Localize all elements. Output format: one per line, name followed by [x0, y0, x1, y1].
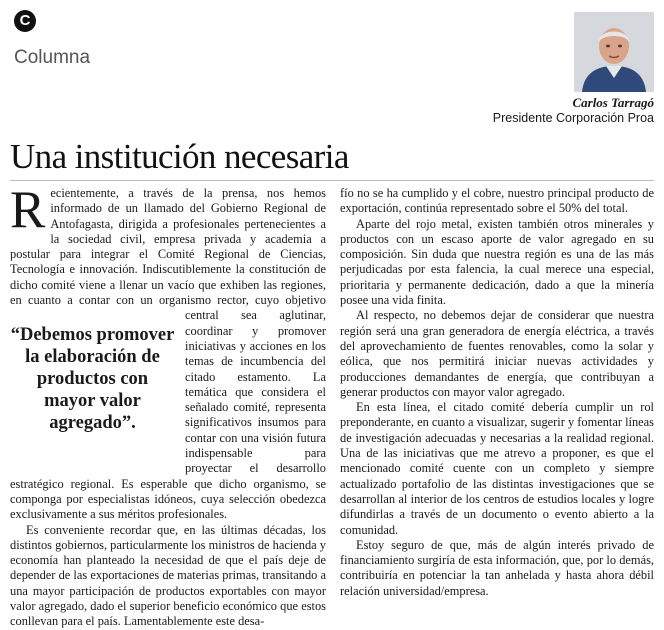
author-name: Carlos Tarragó	[572, 95, 654, 110]
column-badge-icon: C	[14, 10, 36, 32]
pull-quote: “Debemos promover la elaboración de productos con mayor valor agregado”.	[10, 325, 175, 434]
paragraph-text: cuyo objetivo central sea aglutinar, coordinar y promover iniciativas y acciones en los temas de incumbencia del citado estamento. La temática que considera el señalado comité, representa significativos insumos para contar con una visión futura indispensable para proyectar el desarrollo estratégico regional. Es esperable que dicho organismo, se componga por especialistas idóneos, cuya selección obedezca exclusivamente a sus méritos profesionales.	[10, 293, 326, 522]
divider	[10, 180, 654, 181]
article-paragraph: En esta línea, el citado comité debería cumplir un rol preponderante, en cuanto a visualizar, sugerir y fomentar líneas de investigación adecuadas y necesarias a la realidad regional. Una de las iniciativas que me atrevo a proponer, es que el mencionado comité cuente con un completo y siempre actualizado portafolio de las distintas investigaciones que se desarrollan al interior de los centros de estudios locales y logre difundirlas a través de un documento o evento abierto a la comunidad.	[340, 400, 654, 537]
article-column-right	[340, 186, 654, 598]
author-role: Presidente Corporación Proa	[492, 111, 654, 125]
article-paragraph: Aparte del rojo metal, existen también otros minerales y productos con un escaso aporte de valor agregado en su composición. Sin duda que nuestra región es una de las más perjudicadas por esta falencia, la cual merece una especial, prioritaria y permanente dedicación, dado a que la minería posee una vida finita.	[340, 216, 654, 308]
author-avatar	[574, 12, 654, 92]
article-paragraph: fío no se ha cumplido y el cobre, nuestro principal producto de exportación, continúa representado sobre el 50% del total.	[340, 186, 654, 216]
paragraph-text: ecientemente, a través de la prensa, nos hemos informado de un llamado del Gobierno Regional de Antofagasta, dirigida a profesionales pertenecientes a la sociedad civil, empresa privada y academia a postular para integrar el Comité Regional de Ciencias, Tecnología e innovación. Indiscutiblemente la constitución de dicho comité viene a llenar un vacío que exhiben las regiones, en cuanto a contar con un organismo rector,	[10, 186, 326, 308]
article-column-left	[10, 181, 326, 629]
page-title: Una institución necesaria	[10, 137, 349, 176]
article-paragraph: Es conveniente recordar que, en las últimas décadas, los distintos gobiernos, particularmente los ministros de hacienda y economía han planteado la necesidad de que el país deje de depender de las exportaciones de materias primas, transitando a una mayor participación de productos exportables con mayor valor agregado, dado el superior beneficio económico que estos conllevan para el país. Lamentablemente este desa-	[10, 522, 326, 629]
section-label: Columna	[14, 47, 91, 68]
article-paragraph	[10, 181, 326, 523]
drop-cap: R	[10, 181, 46, 239]
article-paragraph: Al respecto, no debemos dejar de considerar que nuestra región será una gran generadora de energía eléctrica, a través del aprovechamiento de fuentes renovables, como la solar y eólica, que nos permitirá iniciar nuevas actividades y producciones demandantes de energía, que contribuyan a generar productos con mayor valor agregado.	[340, 308, 654, 399]
article-paragraph: Estoy seguro de que, más de algún interés privado de financiamiento surgiría de esta información, que, por lo demás, contribuiría en potenciar la tan anhelada y hasta ahora débil relación universidad/empresa.	[340, 537, 654, 598]
author-portrait-icon	[574, 12, 654, 92]
